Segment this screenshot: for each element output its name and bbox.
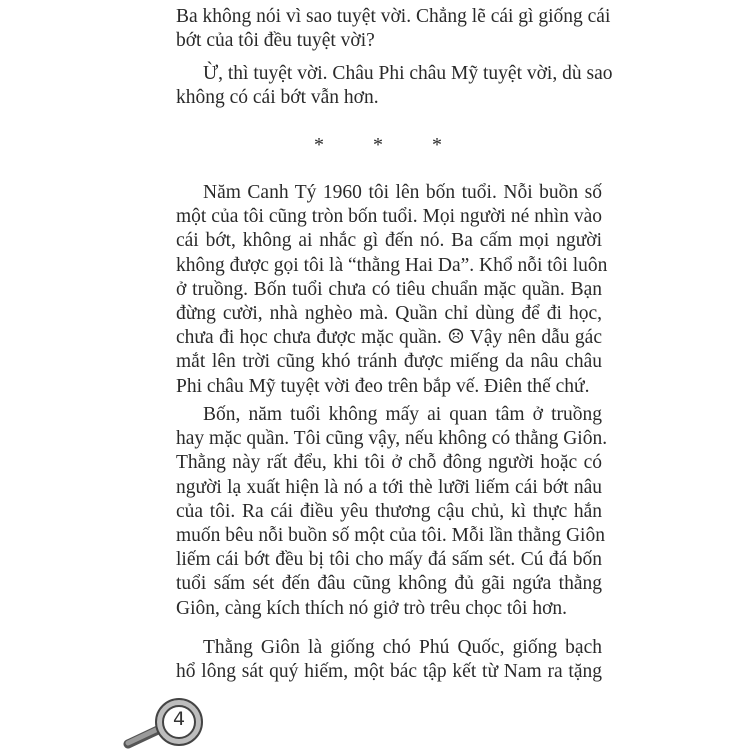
text-line: Thằng này rất đểu, khi tôi ở chỗ đông người hoặc có [176, 452, 602, 474]
paragraph-2 [176, 62, 613, 110]
text-line: không có cái bớt vẫn hơn. [176, 87, 379, 109]
text-line: mắt lên trời cũng khó tránh được miếng da nâu châu [176, 351, 602, 373]
text-line: hổ lông sát quý hiếm, một bác tập kết từ Nam ra tặng [176, 661, 602, 683]
paragraph-5 [176, 636, 602, 684]
text-line: một của tôi cũng tròn bốn tuổi. Mọi người né nhìn vào [176, 206, 602, 228]
paragraph-4 [176, 403, 608, 621]
magnifier-page-number-icon [118, 693, 208, 750]
page-number: 4 [172, 708, 186, 730]
section-separator: * * * [314, 134, 464, 156]
text-line: liếm cái bớt đều bị tôi cho mấy đá sấm sét. Cú đá bốn [176, 549, 602, 571]
text-line: bớt của tôi đều tuyệt vời? [176, 30, 375, 52]
text-line: tuổi sấm sét đến đâu cũng không đủ gãi ngứa thằng [176, 573, 602, 595]
text-line: Ừ, thì tuyệt vời. Châu Phi châu Mỹ tuyệt vời, dù sao [203, 63, 613, 84]
text-line: người lạ xuất hiện là nó a tới thè lưỡi liếm cái bớt nâu [176, 476, 602, 498]
text-line: đừng cười, nhà nghèo mà. Quần chỉ dùng để đi học, [176, 302, 602, 324]
text-line: muốn bêu nỗi buồn số một của tôi. Mỗi lần thằng Giôn [176, 524, 605, 546]
text-line: ở truồng. Bốn tuổi chưa có tiêu chuẩn mặc quần. Bạn [176, 278, 602, 300]
paragraph-3 [176, 181, 608, 399]
text-line: Ba không nói vì sao tuyệt vời. Chẳng lẽ cái gì giống cái [176, 6, 611, 27]
text-line: chưa đi học chưa được mặc quần. ☹ Vậy nên dẫu gác [176, 327, 602, 349]
text-line: Giôn, càng kích thích nó giở trò trêu chọc tôi hơn. [176, 597, 568, 619]
text-line: của tôi. Ra cái điều yêu thương cậu chủ, kì thực hắn [176, 500, 602, 522]
text-line: hay mặc quần. Tôi cũng vậy, nếu không có thằng Giôn. [176, 428, 608, 450]
text-line: Phi châu Mỹ tuyệt vời đeo trên bắp vế. Điên thế chứ. [176, 375, 590, 397]
text-line: Bốn, năm tuổi không mấy ai quan tâm ở truồng [203, 404, 602, 425]
text-line: không được gọi tôi là “thằng Hai Da”. Khổ nỗi tôi luôn [176, 254, 608, 276]
text-line: cái bớt, không ai nhắc gì đến nó. Ba cấm mọi người [176, 230, 602, 252]
paragraph-1 [176, 5, 611, 53]
text-line: Năm Canh Tý 1960 tôi lên bốn tuổi. Nỗi buồn số [203, 182, 602, 203]
text-line: Thằng Giôn là giống chó Phú Quốc, giống bạch [203, 637, 602, 658]
